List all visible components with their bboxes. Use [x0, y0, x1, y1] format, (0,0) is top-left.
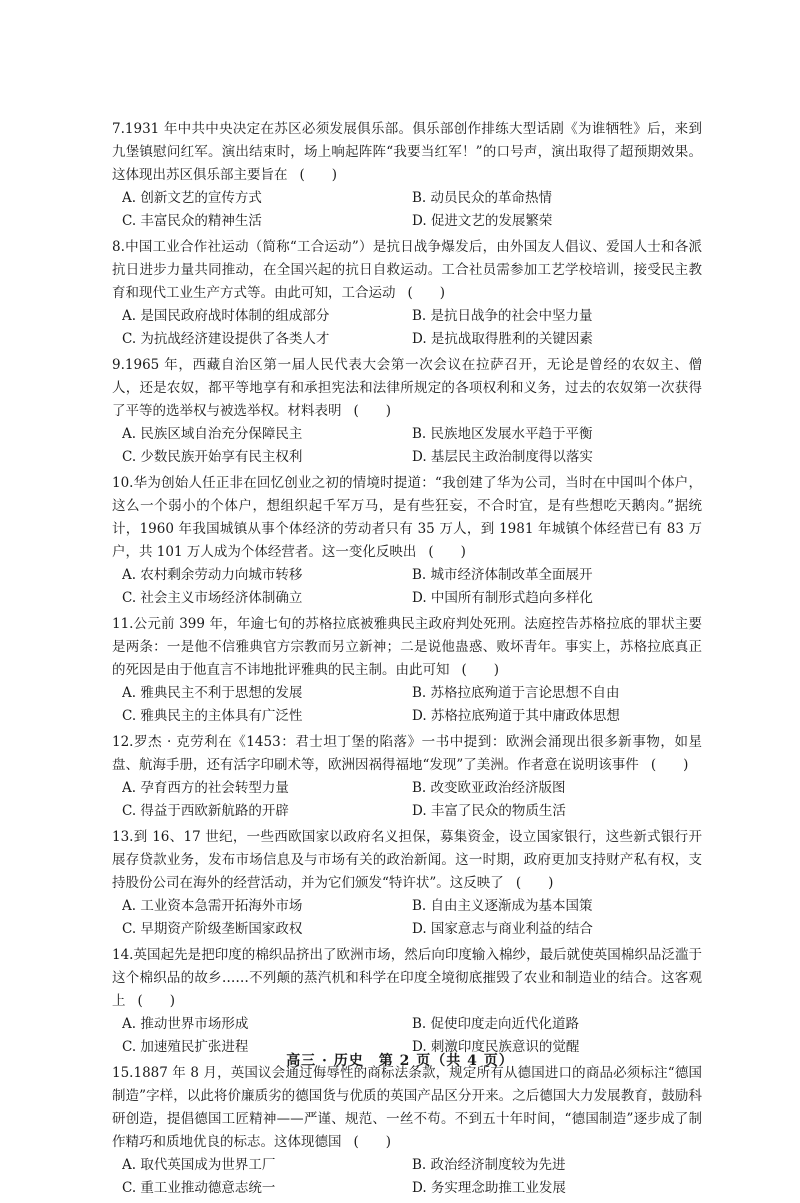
options	[112, 895, 702, 941]
option-c: C. 重工业推动德意志统一	[122, 1180, 276, 1196]
questions-section	[112, 118, 702, 1203]
question-stem	[112, 944, 702, 1013]
answer-blank: ( )	[515, 875, 554, 891]
option-a: A. 取代英国成为世界工厂	[122, 1157, 276, 1173]
answer-blank: ( )	[137, 993, 176, 1009]
option-d: D. 促进文艺的发展繁荣	[412, 213, 553, 229]
option-c: C. 丰富民众的精神生活	[122, 213, 262, 229]
options	[112, 564, 702, 610]
option-b: B. 是抗日战争的社会中坚力量	[412, 308, 593, 324]
option-c: C. 为抗战经济建设提供了各类人才	[122, 331, 330, 347]
option-c: C. 得益于西欧新航路的开辟	[122, 803, 289, 819]
option-c: C. 早期资产阶级垄断国家政权	[122, 921, 303, 937]
question-15	[112, 1062, 702, 1200]
question-stem	[112, 613, 702, 682]
option-a: A. 雅典民主不利于思想的发展	[122, 685, 303, 701]
question-12	[112, 731, 702, 823]
option-c: C. 社会主义市场经济体制确立	[122, 590, 303, 606]
option-a: A. 创新文艺的宣传方式	[122, 190, 262, 206]
answer-blank: ( )	[353, 1134, 392, 1150]
question-13	[112, 826, 702, 941]
option-b: B. 政治经济制度较为先进	[412, 1157, 566, 1173]
option-d: D. 中国所有制形式趋向多样化	[412, 590, 593, 606]
option-b: B. 促使印度走向近代化道路	[412, 1016, 580, 1032]
option-b: B. 民族地区发展水平趋于平衡	[412, 426, 593, 442]
question-text: 中国工业合作社运动（简称“工合运动”）是抗日战争爆发后，由外国友人倡议、爱国人士和各派抗日进步力量共同推动，在全国兴起的抗日自救运动。工合社员需参加工艺学校培训，接受民主教育和现代工业生产方式等。由此可知，工合运动	[112, 239, 702, 301]
option-b: B. 自由主义逐渐成为基本国策	[412, 898, 593, 914]
question-text: 1887 年 8 月，英国议会通过侮辱性的商标法条款，规定所有从德国进口的商品必须标注“德国制造”字样，以此将价廉质劣的德国货与优质的英国产品区分开来。之后德国大力发展教育，鼓励科研创造，提倡德国工匠精神——严谨、规范、一丝不苟。不到五十年时间，“德国制造”逐步成了制作精巧和质地优良的标志。这体现德国	[112, 1065, 702, 1150]
answer-blank: ( )	[428, 544, 466, 560]
question-stem	[112, 826, 702, 895]
option-d: D. 苏格拉底殉道于其中庸政体思想	[412, 708, 620, 724]
question-number: 14.	[112, 947, 134, 963]
options	[112, 305, 702, 351]
options	[112, 1154, 702, 1200]
question-14	[112, 944, 702, 1059]
question-text: 到 16、17 世纪，一些西欧国家以政府名义担保，募集资金，设立国家银行，这些新式银行开展存贷款业务，发布市场信息及与市场有关的政治新闻。这一时期，政府更加支持财产私有权，支持股份公司在海外的经营活动，并为它们颁发“特许状”。这反映了	[112, 829, 702, 891]
question-text: 罗杰 · 克劳利在《1453：君士坦丁堡的陷落》一书中提到：欧洲会涌现出很多新事物，如星盘、航海手册，还有活字印刷术等，欧洲因祸得福地“发现”了美洲。作者意在说明该事件	[112, 734, 702, 773]
option-a: A. 工业资本急需开拓海外市场	[122, 898, 303, 914]
page-footer: 高三 · 历史 第 2 页（共 4 页）	[286, 1053, 514, 1069]
question-number: 12.	[112, 734, 134, 750]
question-number: 9.	[112, 357, 125, 373]
question-text: 英国起先是把印度的棉织品挤出了欧洲市场，然后向印度输入棉纱，最后就使英国棉织品泛滥于这个棉织品的故乡……不列颠的蒸汽机和科学在印度全境彻底摧毁了农业和制造业的结合。这客观上	[112, 947, 702, 1009]
question-number: 7.	[112, 121, 125, 137]
question-9	[112, 354, 702, 469]
question-11	[112, 613, 702, 728]
option-a: A. 孕育西方的社会转型力量	[122, 780, 289, 796]
option-c: C. 加速殖民扩张进程	[122, 1039, 249, 1055]
answer-blank: ( )	[461, 662, 500, 678]
question-10	[112, 472, 702, 610]
option-b: B. 城市经济体制改革全面展开	[412, 567, 593, 583]
question-number: 13.	[112, 829, 134, 845]
question-stem	[112, 354, 702, 423]
question-text: 1965 年，西藏自治区第一届人民代表大会第一次会议在拉萨召开，无论是曾经的农奴主、僧人，还是农奴，都平等地享有和承担宪法和法律所规定的各项权利和义务，过去的农奴第一次获得了平等的选举权与被选举权。材料表明	[112, 357, 702, 419]
option-a: A. 推动世界市场形成	[122, 1016, 249, 1032]
options	[112, 187, 702, 233]
question-text: 华为创始人任正非在回忆创业之初的情境时提道：“我创建了华为公司，当时在中国叫个体户，这么一个弱小的个体户，想组织起千军万马，是有些狂妄，不合时宜，是有些想吃天鹅肉。”据统计，1960 年我国城镇从事个体经济的劳动者只有 35 万人，到 1981 年城镇个体经营已有 83 万户，共 101 万人成为个体经营者。这一变化反映出	[112, 475, 702, 560]
question-number: 11.	[112, 616, 134, 632]
option-c: C. 少数民族开始享有民主权利	[122, 449, 303, 465]
option-b: B. 苏格拉底殉道于言论思想不自由	[412, 685, 620, 701]
options	[112, 777, 702, 823]
question-stem	[112, 731, 702, 777]
option-c: C. 雅典民主的主体具有广泛性	[122, 708, 303, 724]
option-a: A. 农村剩余劳动力向城市转移	[122, 567, 303, 583]
option-d: D. 国家意志与商业利益的结合	[412, 921, 593, 937]
answer-blank: ( )	[299, 167, 338, 183]
question-number: 10.	[112, 475, 134, 491]
option-a: A. 是国民政府战时体制的组成部分	[122, 308, 330, 324]
option-d: D. 丰富了民众的物质生活	[412, 803, 566, 819]
option-b: B. 动员民众的革命热情	[412, 190, 553, 206]
option-b: B. 改变欧亚政治经济版图	[412, 780, 566, 796]
option-d: D. 基层民主政治制度得以落实	[412, 449, 593, 465]
options	[112, 423, 702, 469]
question-number: 8.	[112, 239, 125, 255]
answer-blank: ( )	[650, 757, 689, 773]
question-text: 公元前 399 年，年逾七旬的苏格拉底被雅典民主政府判处死刑。法庭控告苏格拉底的罪状主要是两条：一是他不信雅典官方宗教而另立新神；二是说他蛊惑、败坏青年。事实上，苏格拉底真正的死因是由于他直言不讳地批评雅典的民主制。由此可知	[112, 616, 702, 678]
option-a: A. 民族区域自治充分保障民主	[122, 426, 303, 442]
question-8	[112, 236, 702, 351]
question-number: 15.	[112, 1065, 134, 1081]
question-7	[112, 118, 702, 233]
option-d: D. 刺激印度民族意识的觉醒	[412, 1039, 580, 1055]
option-d: D. 是抗战取得胜利的关键因素	[412, 331, 593, 347]
answer-blank: ( )	[407, 285, 446, 301]
question-stem	[112, 472, 702, 564]
question-text: 1931 年中共中央决定在苏区必须发展俱乐部。俱乐部创作排练大型话剧《为谁牺牲》后，来到九堡镇慰问红军。演出结束时，场上响起阵阵“我要当红军！”的口号声，演出取得了超预期效果。这体现出苏区俱乐部主要旨在	[112, 121, 702, 183]
question-stem	[112, 236, 702, 305]
question-stem	[112, 118, 702, 187]
option-d: D. 务实理念助推工业发展	[412, 1180, 566, 1196]
options	[112, 682, 702, 728]
question-stem	[112, 1062, 702, 1154]
answer-blank: ( )	[353, 403, 392, 419]
